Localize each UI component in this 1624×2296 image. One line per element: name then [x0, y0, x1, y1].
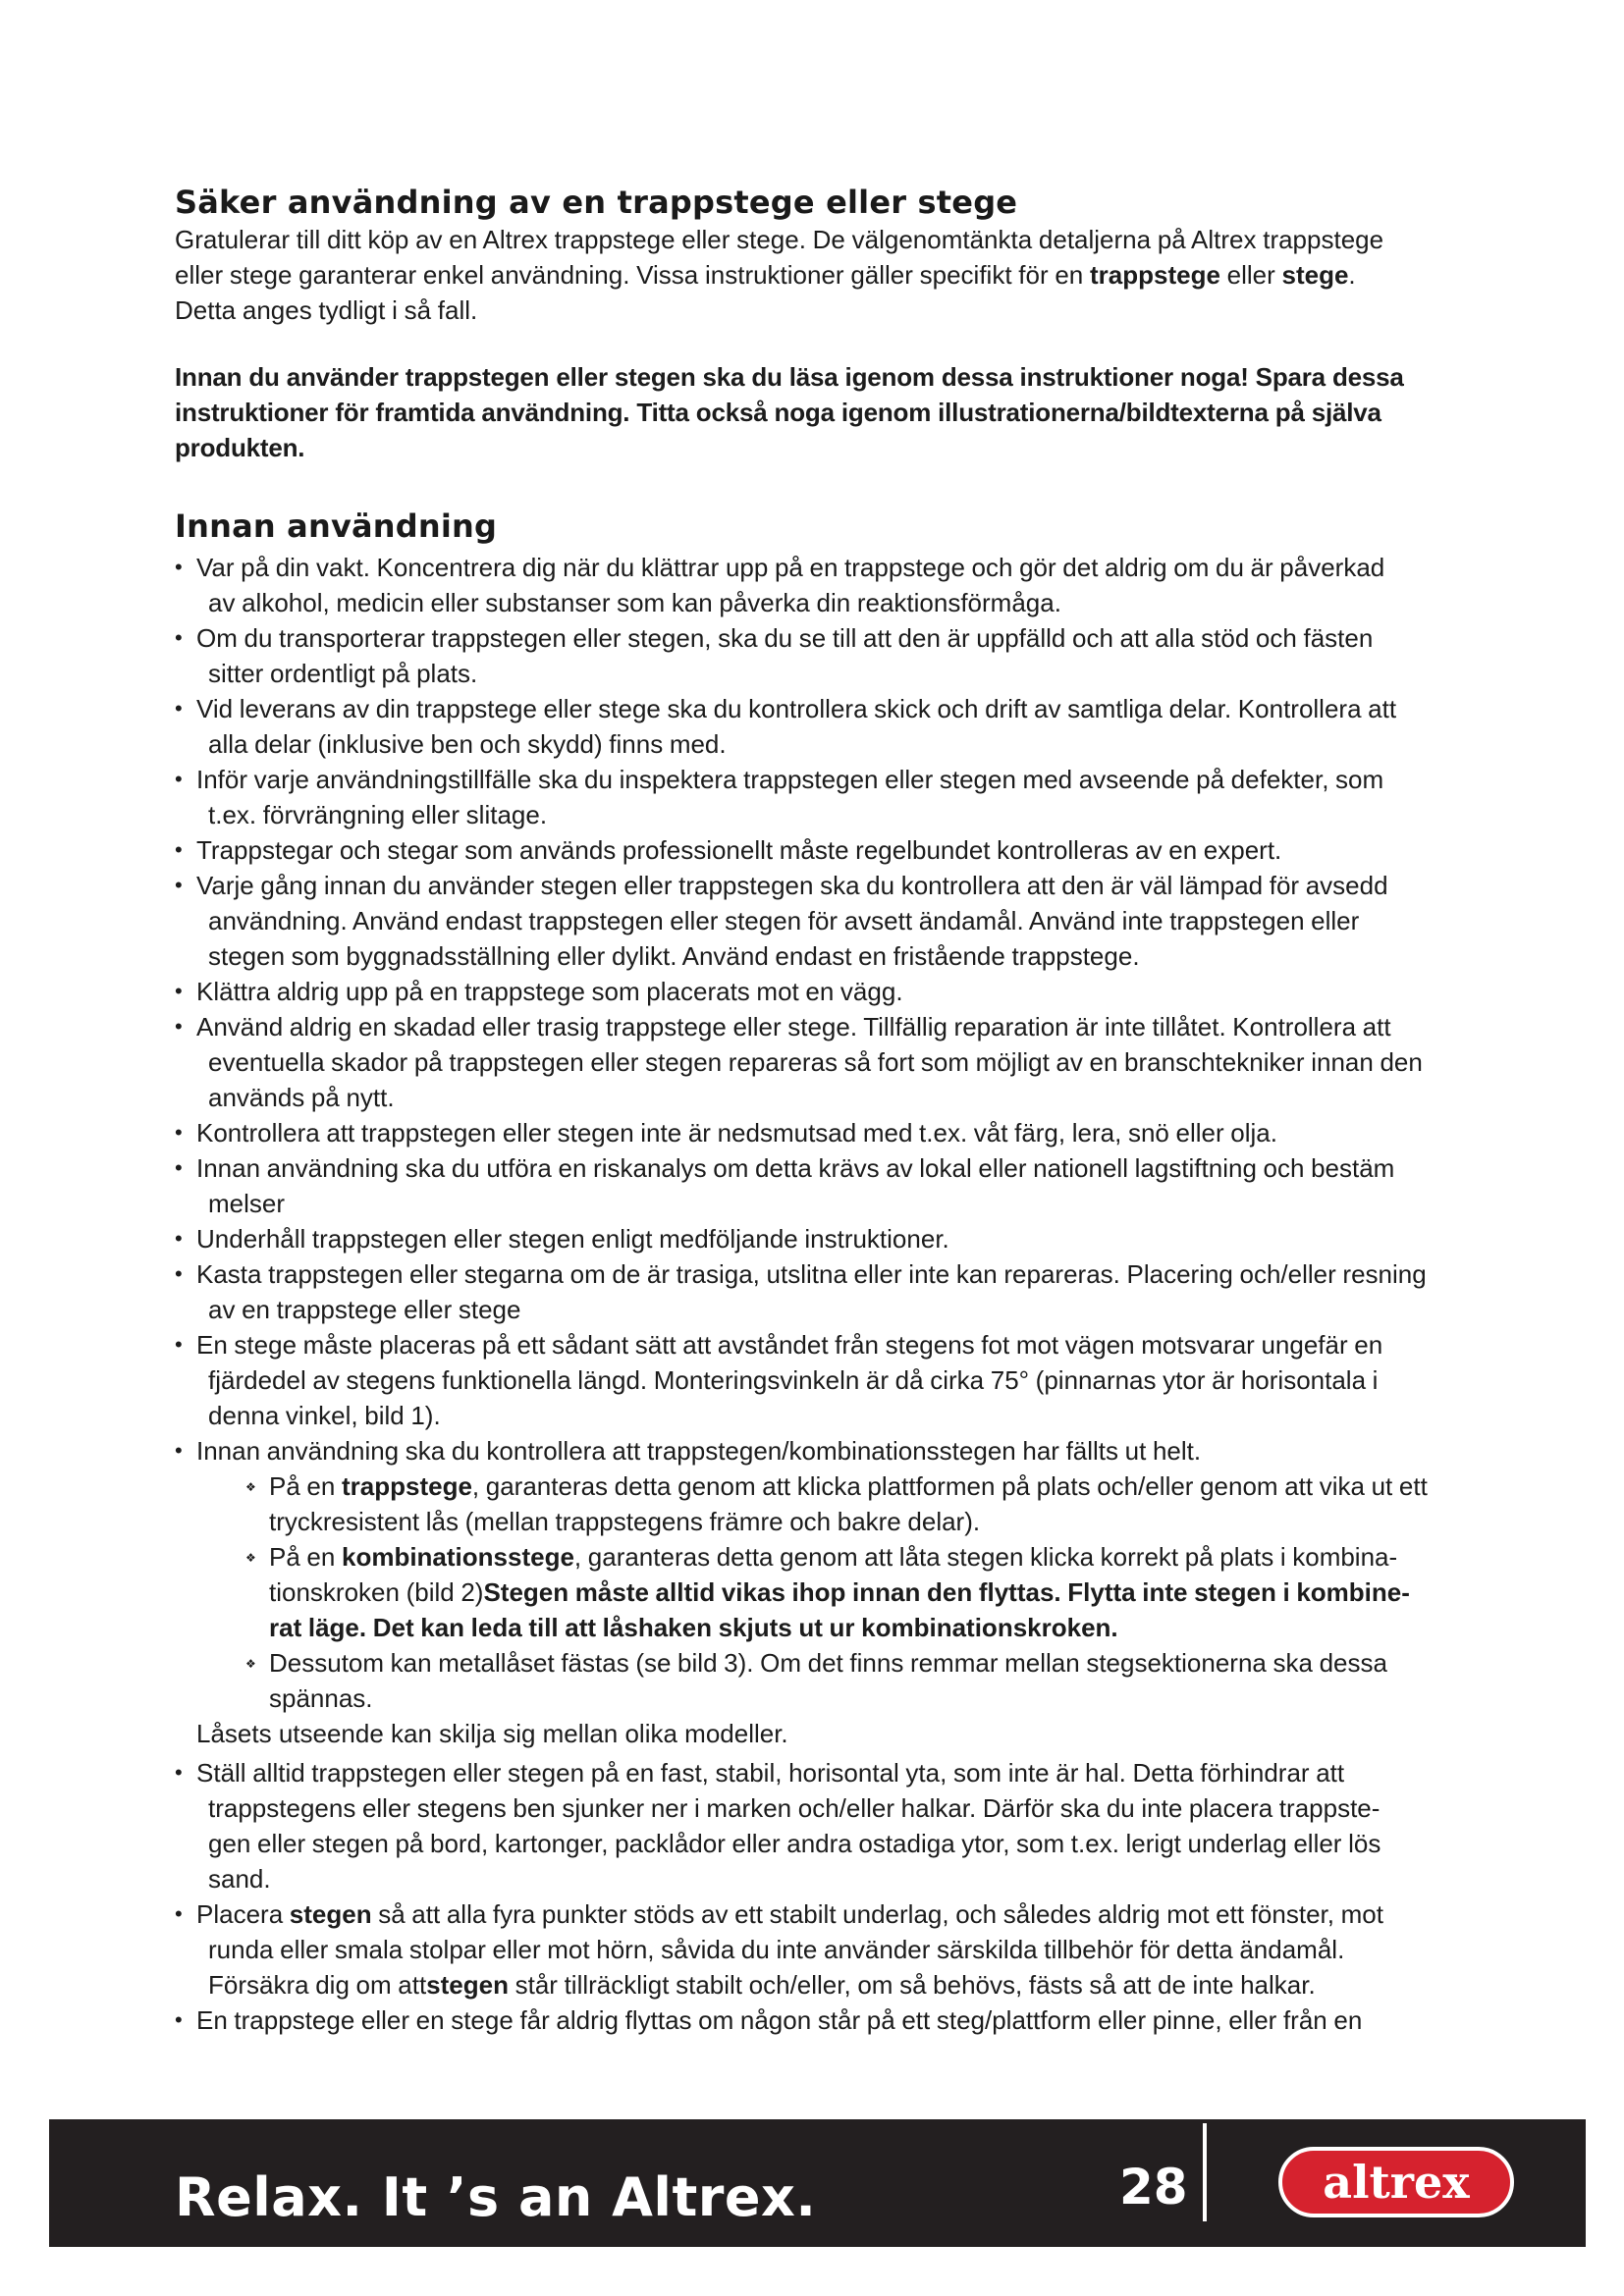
item-text: av en trappstege eller stege [208, 1295, 521, 1324]
sub-text: På en [269, 1542, 342, 1572]
item-text: Trappstegar och stegar som används professionellt måste regelbundet kontrolleras av en expert. [196, 835, 1282, 865]
item-text: så att alla fyra punkter stöds av ett stabilt underlag, och således aldrig mot ett fönster, mot [371, 1899, 1383, 1929]
item-text: Underhåll trappstegen eller stegen enligt medföljande instruktioner. [196, 1224, 949, 1254]
intro-bold: stege [1281, 260, 1349, 290]
list-item [175, 1009, 1530, 1115]
intro-paragraph [175, 222, 1530, 328]
sub-bold: Stegen måste alltid vikas ihop innan den flyttas. Flytta inte stegen i kombine- [483, 1577, 1410, 1607]
item-text: alla delar (inklusive ben och skydd) finns med. [208, 729, 727, 759]
list-item [175, 1755, 1530, 1896]
item-text: Använd aldrig en skadad eller trasig trappstege eller stege. Tillfällig reparation är inte tillåtet. Kontrollera att [196, 1012, 1391, 1041]
lock-note: Låsets utseende kan skilja sig mellan olika modeller. [196, 1719, 788, 1748]
sub-bold: rat läge. Det kan leda till att låshaken skjuts ut ur kombinationskroken. [269, 1613, 1118, 1642]
intro-text: eller [1219, 260, 1282, 290]
item-text: Var på din vakt. Koncentrera dig när du klättrar upp på en trappstege och gör det aldrig om du är påverkad [196, 553, 1385, 582]
list-item [175, 620, 1530, 691]
list-item [175, 2002, 1530, 2038]
item-text: Försäkra dig om att [208, 1970, 427, 2000]
item-text: Innan användning ska du kontrollera att trappstegen/kombinationsstegen har fällts ut helt. [196, 1436, 1202, 1466]
item-bold: stegen [426, 1970, 509, 2000]
item-text: trappstegens eller stegens ben sjunker ner i marken och/eller halkar. Därför ska du inte placera trappste- [208, 1793, 1380, 1823]
list-item [175, 1115, 1530, 1150]
item-text: sand. [208, 1864, 271, 1894]
list-item [175, 550, 1530, 620]
intro-line: Gratulerar till ditt köp av en Altrex trappstege eller stege. De välgenomtänkta detaljerna på Altrex trappstege [175, 225, 1384, 254]
item-text: eventuella skador på trappstegen eller stegen repareras så fort som möjligt av en branschtekniker innan den [208, 1047, 1423, 1077]
item-text: En trappstege eller en stege får aldrig flyttas om någon står på ett steg/plattform eller pinne, eller från en [196, 2005, 1363, 2035]
sub-text: , garanteras detta genom att klicka plattformen på plats och/eller genom att vika ut ett [471, 1471, 1428, 1501]
before-use-section [175, 507, 1530, 2038]
item-text: t.ex. förvrängning eller slitage. [208, 800, 548, 829]
item-text: sitter ordentligt på plats. [208, 659, 478, 688]
item-bold: stegen [289, 1899, 372, 1929]
item-text: Placera [196, 1899, 290, 1929]
page-content [175, 183, 1530, 2038]
item-text: Ställ alltid trappstegen eller stegen på en fast, stabil, horisontal yta, som inte är hal. Detta förhindrar att [196, 1758, 1345, 1788]
list-item [175, 832, 1530, 868]
sub-list-item [245, 1539, 1530, 1645]
item-text: melser [208, 1189, 286, 1218]
sub-text: tryckresistent lås (mellan trappstegens främre och bakre delar). [269, 1507, 981, 1536]
sub-bold: trappstege [341, 1471, 472, 1501]
list-item [175, 762, 1530, 832]
section-heading-before-use: Innan användning [175, 507, 498, 545]
item-text: av alkohol, medicin eller substanser som kan påverka din reaktionsförmåga. [208, 588, 1061, 617]
item-text: runda eller smala stolpar eller mot hörn, såvida du inte använder särskilda tillbehör för detta ändamål. [208, 1935, 1345, 1964]
sub-list-item [245, 1468, 1530, 1539]
list-item [175, 1256, 1530, 1327]
item-text: denna vinkel, bild 1). [208, 1401, 441, 1430]
footer-slogan: Relax. It ’s an Altrex. [175, 2166, 817, 2228]
list-item [175, 868, 1530, 974]
sub-list-item [245, 1645, 1530, 1716]
item-text: Kontrollera att trappstegen eller stegen inte är nedsmutsad med t.ex. våt färg, lera, snö eller olja. [196, 1118, 1277, 1148]
item-text: gen eller stegen på bord, kartonger, packlådor eller andra ostadiga ytor, som t.ex. lerigt underlag eller lös [208, 1829, 1381, 1858]
item-text: stegen som byggnadsställning eller dylikt. Använd endast en fristående trappstege. [208, 941, 1140, 971]
footer-divider [1203, 2123, 1207, 2221]
page-number: 28 [1119, 2159, 1188, 2216]
footer-bar [49, 2119, 1586, 2247]
item-text: används på nytt. [208, 1083, 395, 1112]
list-item [175, 1896, 1530, 2002]
instruction-list-continued [175, 1755, 1530, 2038]
list-item [175, 1327, 1530, 1433]
sub-bold: kombinationsstege [341, 1542, 574, 1572]
warning-paragraph: Innan du använder trappstegen eller stegen ska du läsa igenom dessa instruktioner noga! Spara dessa instruktioner för framtida användning. Titta också noga igenom illustrationerna/bildtexterna på själva produkten. [175, 362, 1404, 462]
list-item [175, 1150, 1530, 1221]
intro-line [175, 257, 1530, 293]
list-item [175, 691, 1530, 762]
item-text: Klättra aldrig upp på en trappstege som placerats mot en vägg. [196, 977, 903, 1006]
item-text [196, 1967, 1530, 2002]
sub-text: På en [269, 1471, 342, 1501]
item-text: Vid leverans av din trappstege eller stege ska du kontrollera skick och drift av samtliga delar. Kontrollera att [196, 694, 1397, 723]
item-text: står tillräckligt stabilt och/eller, om så behövs, fästs så att de inte halkar. [508, 1970, 1316, 2000]
item-text: En stege måste placeras på ett sådant sätt att avståndet från stegens fot mot vägen motsvarar ungefär en [196, 1330, 1383, 1360]
intro-text: eller stege garanterar enkel användning. Vissa instruktioner gäller specifikt för en [175, 260, 1090, 290]
instruction-list [175, 550, 1530, 1716]
altrex-logo [1278, 2147, 1514, 2217]
list-item [175, 974, 1530, 1009]
item-text: Innan användning ska du utföra en riskanalys om detta krävs av lokal eller nationell lagstiftning och bestäm [196, 1153, 1395, 1183]
intro-line: Detta anges tydligt i så fall. [175, 295, 478, 325]
sub-text: spännas. [269, 1683, 373, 1713]
sub-text: tionskroken (bild 2) [269, 1577, 484, 1607]
intro-text: . [1348, 260, 1356, 290]
item-text: användning. Använd endast trappstegen eller stegen för avsett ändamål. Använd inte trappstegen eller [208, 906, 1360, 935]
item-text: Kasta trappstegen eller stegarna om de är trasiga, utslitna eller inte kan repareras. Placering och/eller resning [196, 1259, 1427, 1289]
item-text: Om du transporterar trappstegen eller stegen, ska du se till att den är uppfälld och att alla stöd och fästen [196, 623, 1374, 653]
list-item [175, 1433, 1530, 1716]
sub-list [196, 1468, 1530, 1716]
sub-text: Dessutom kan metallåset fästas (se bild 3). Om det finns remmar mellan stegsektionerna ska dessa [269, 1648, 1387, 1678]
logo-text: altrex [1323, 2156, 1470, 2209]
section-heading-safe-use: Säker användning av en trappstege eller stege [175, 184, 1018, 221]
item-text: Inför varje användningstillfälle ska du inspektera trappstegen eller stegen med avseende på defekter, som [196, 765, 1384, 794]
sub-text: , garanteras detta genom att låta stegen klicka korrekt på plats i kombina- [573, 1542, 1398, 1572]
item-text: fjärdedel av stegens funktionella längd. Monteringsvinkeln är då cirka 75° (pinnarnas ytor är horisontala i [208, 1365, 1379, 1395]
item-text: Varje gång innan du använder stegen eller trappstegen ska du kontrollera att den är väl lämpad för avsedd [196, 871, 1388, 900]
list-item [175, 1221, 1530, 1256]
intro-bold: trappstege [1090, 260, 1220, 290]
